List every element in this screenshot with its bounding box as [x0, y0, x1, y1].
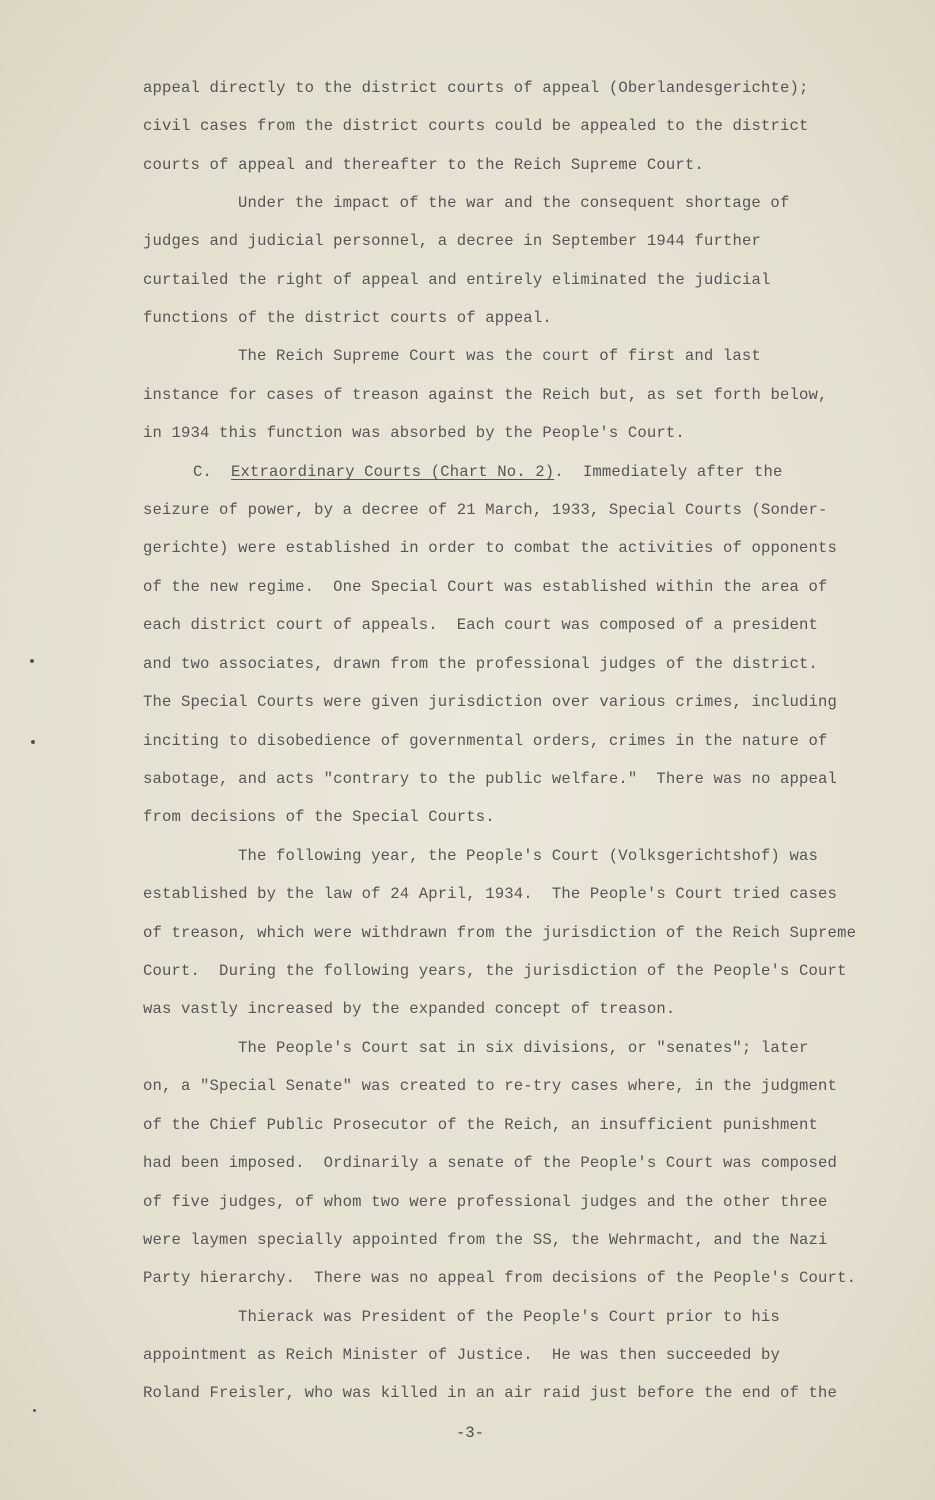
text-line: Under the impact of the war and the consequent shortage of — [238, 194, 790, 212]
text-line: gerichte) were established in order to combat the activities of opponents — [143, 539, 838, 557]
section-heading: Extraordinary Courts (Chart No. 2) — [231, 463, 555, 481]
margin-mark — [33, 1409, 36, 1412]
text-line: civil cases from the district courts could be appealed to the district — [143, 117, 809, 135]
text-line: judges and judicial personnel, a decree in September 1944 further — [143, 232, 762, 250]
text-line: and two associates, drawn from the professional judges of the district. — [143, 655, 819, 673]
text-line: seizure of power, by a decree of 21 March, 1933, Special Courts (Sonder- — [143, 501, 828, 519]
text-line: of treason, which were withdrawn from the jurisdiction of the Reich Supreme — [143, 924, 857, 942]
text-line: had been imposed. Ordinarily a senate of the People's Court was composed — [143, 1154, 838, 1172]
text-line: Roland Freisler, who was killed in an air raid just before the end of the — [143, 1384, 838, 1402]
text-line: courts of appeal and thereafter to the Reich Supreme Court. — [143, 156, 704, 174]
text-line: was vastly increased by the expanded concept of treason. — [143, 1000, 676, 1018]
section-heading-continuation: . Immediately after the — [554, 463, 783, 481]
text-line: instance for cases of treason against the Reich but, as set forth below, — [143, 386, 828, 404]
text-line: Court. During the following years, the jurisdiction of the People's Court — [143, 962, 847, 980]
text-line: of the new regime. One Special Court was established within the area of — [143, 578, 828, 596]
margin-mark — [31, 740, 35, 744]
text-line: in 1934 this function was absorbed by the People's Court. — [143, 424, 685, 442]
section-letter: C. — [193, 463, 232, 481]
margin-mark — [30, 659, 34, 663]
text-line: from decisions of the Special Courts. — [143, 808, 495, 826]
text-line: functions of the district courts of appeal. — [143, 309, 552, 327]
text-line: curtailed the right of appeal and entirely eliminated the judicial — [143, 271, 771, 289]
text-line: The Special Courts were given jurisdiction over various crimes, including — [143, 693, 838, 711]
text-line: inciting to disobedience of governmental orders, crimes in the nature of — [143, 732, 828, 750]
text-line: Party hierarchy. There was no appeal from decisions of the People's Court. — [143, 1269, 857, 1287]
text-line: were laymen specially appointed from the SS, the Wehrmacht, and the Nazi — [143, 1231, 828, 1249]
text-line: appeal directly to the district courts of appeal (Oberlandesgerichte); — [143, 79, 809, 97]
text-line: established by the law of 24 April, 1934. The People's Court tried cases — [143, 885, 838, 903]
text-line: on, a "Special Senate" was created to re-try cases where, in the judgment — [143, 1077, 838, 1095]
section-heading-line — [193, 460, 913, 484]
text-line: appointment as Reich Minister of Justice. He was then succeeded by — [143, 1346, 781, 1364]
text-line: The People's Court sat in six divisions, or "senates"; later — [238, 1039, 809, 1057]
text-line: The following year, the People's Court (Volksgerichtshof) was — [238, 847, 818, 865]
text-line: of five judges, of whom two were professional judges and the other three — [143, 1193, 828, 1211]
text-line: sabotage, and acts "contrary to the public welfare." There was no appeal — [143, 770, 838, 788]
text-line: each district court of appeals. Each court was composed of a president — [143, 616, 819, 634]
page-number: -3- — [455, 1424, 485, 1442]
text-line: The Reich Supreme Court was the court of first and last — [238, 347, 761, 365]
text-line: of the Chief Public Prosecutor of the Reich, an insufficient punishment — [143, 1116, 819, 1134]
text-line: Thierack was President of the People's Court prior to his — [238, 1308, 780, 1326]
